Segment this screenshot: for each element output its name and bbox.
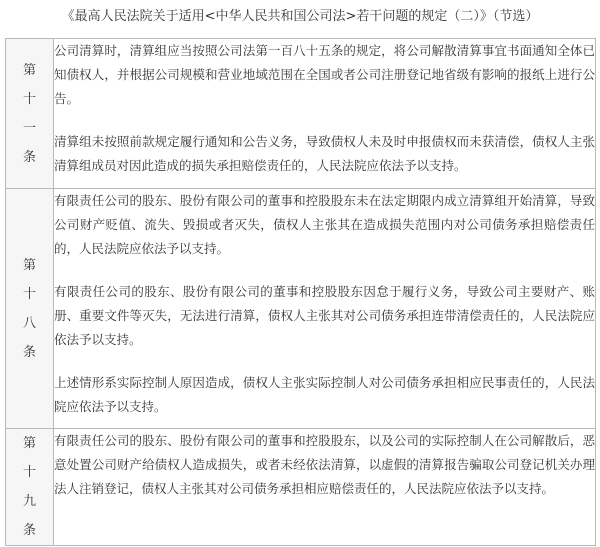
- article-paragraph: 有限责任公司的股东、股份有限公司的董事和控股股东，以及公司的实际控制人在公司解散后，恶意处置公司财产给债权人造成损失，或者未经依法清算，以虚假的清算报告骗取公司登记机关办理法人注销登记，债权人主张其对公司债务承担相应赔偿责任的，人民法院应依法予以支持。: [54, 433, 595, 496]
- article-paragraph: 有限责任公司的股东、股份有限公司的董事和控股股东因怠于履行义务，导致公司主要财产、账册、重要文件等灭失，无法进行清算，债权人主张其对公司债务承担连带清偿责任的，人民法院应依法予以支持。: [54, 284, 595, 347]
- provisions-table: [5, 38, 596, 546]
- article-content-cell: [54, 189, 596, 429]
- article-paragraph: 公司清算时，清算组应当按照公司法第一百八十五条的规定，将公司解散清算事宜书面通知全体已知债权人，并根据公司规模和营业地域范围在全国或者公司注册登记地省级有影响的报纸上进行公告。: [54, 43, 595, 106]
- article-paragraph: 清算组未按照前款规定履行通知和公告义务，导致债权人未及时申报债权而未获清偿，债权人主张清算组成员对因此造成的损失承担赔偿责任的，人民法院应依法予以支持。: [54, 134, 595, 173]
- article-paragraph: 有限责任公司的股东、股份有限公司的董事和控股股东未在法定期限内成立清算组开始清算，导致公司财产贬值、流失、毁损或者灭失，债权人主张其在造成损失范围内对公司债务承担赔偿责任的，人民法院应依法予以支持。: [54, 193, 595, 256]
- article-label: 第十八条: [22, 257, 36, 360]
- table-row: [6, 189, 596, 429]
- article-label-cell: [6, 39, 54, 189]
- article-label-cell: [6, 189, 54, 429]
- article-label-cell: [6, 429, 54, 546]
- article-label: 第十九条: [22, 436, 36, 538]
- article-content-cell: [54, 429, 596, 546]
- article-paragraph: 上述情形系实际控制人原因造成，债权人主张实际控制人对公司债务承担相应民事责任的，人民法院应依法予以支持。: [54, 375, 595, 414]
- table-row: [6, 39, 596, 189]
- table-row: [6, 429, 596, 546]
- document-title: 《最高人民法院关于适用<中华人民共和国公司法>若干问题的规定（二）》（节选）: [61, 9, 539, 24]
- article-label: 第十一条: [22, 62, 36, 165]
- article-content-cell: [54, 39, 596, 189]
